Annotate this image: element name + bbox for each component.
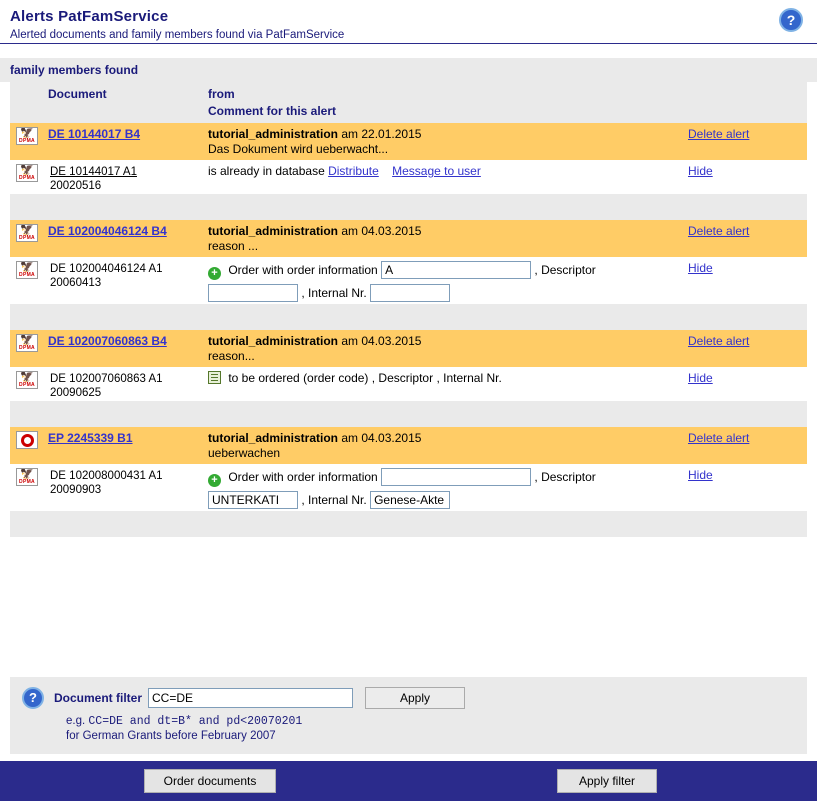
document-cell bbox=[42, 367, 202, 401]
column-header-flag bbox=[10, 82, 42, 123]
document-link[interactable]: DE 10144017 B4 bbox=[48, 127, 141, 141]
internal-nr-input[interactable] bbox=[370, 491, 450, 509]
document-cell bbox=[42, 464, 202, 511]
dpma-flag-label: DPMA bbox=[19, 235, 35, 241]
alert-date: am 04.03.2015 bbox=[341, 431, 422, 445]
hint-line2: for German Grants before February 2007 bbox=[66, 730, 276, 742]
document-filter-hint bbox=[66, 715, 795, 742]
flag-cell bbox=[10, 427, 42, 464]
family-document-date: 20090625 bbox=[50, 387, 102, 399]
alert-user: tutorial_administration bbox=[208, 334, 339, 348]
section-title: family members found bbox=[0, 58, 817, 82]
distribute-link[interactable]: Distribute bbox=[328, 164, 379, 178]
dpma-flag-label: DPMA bbox=[19, 138, 35, 144]
alert-user: tutorial_administration bbox=[208, 431, 339, 445]
internal-nr-label: , Internal Nr. bbox=[301, 286, 367, 300]
alert-info-cell bbox=[202, 220, 682, 257]
table-body bbox=[10, 123, 807, 537]
flag-cell bbox=[10, 160, 42, 194]
family-document-label: DE 102004046124 A1 bbox=[50, 263, 163, 275]
bottom-action-bar bbox=[0, 761, 817, 801]
help-icon[interactable]: ? bbox=[22, 687, 44, 709]
page-subtitle: Alerted documents and family members found via PatFamService bbox=[10, 29, 345, 41]
document-cell bbox=[42, 330, 202, 367]
descriptor-input[interactable] bbox=[208, 284, 298, 302]
action-cell bbox=[682, 123, 807, 160]
family-document-label: DE 102007060863 A1 bbox=[50, 373, 163, 385]
alert-info-cell bbox=[202, 123, 682, 160]
document-cell bbox=[42, 160, 202, 194]
order-info-cell bbox=[202, 257, 682, 304]
dpma-flag-icon bbox=[16, 164, 38, 182]
row-spacer-cell bbox=[10, 194, 807, 220]
descriptor-input[interactable] bbox=[208, 491, 298, 509]
dpma-flag-icon bbox=[16, 261, 38, 279]
row-spacer-cell bbox=[10, 511, 807, 537]
order-info-cell bbox=[202, 464, 682, 511]
internal-nr-label: , Internal Nr. bbox=[301, 493, 367, 507]
action-cell bbox=[682, 427, 807, 464]
table-row bbox=[10, 464, 807, 511]
table-row bbox=[10, 367, 807, 401]
help-icon[interactable]: ? bbox=[779, 8, 803, 32]
row-spacer bbox=[10, 511, 807, 537]
table-row bbox=[10, 123, 807, 160]
dpma-flag-icon bbox=[16, 127, 38, 145]
alert-user: tutorial_administration bbox=[208, 127, 339, 141]
alert-comment: Das Dokument wird ueberwacht... bbox=[208, 142, 389, 156]
ordered-info-cell bbox=[202, 367, 682, 401]
page-title: Alerts PatFamService bbox=[10, 8, 169, 25]
document-filter-panel bbox=[10, 677, 807, 754]
action-cell bbox=[682, 464, 807, 511]
dpma-flag-label: DPMA bbox=[19, 382, 35, 388]
flag-cell bbox=[10, 220, 42, 257]
flag-cell bbox=[10, 464, 42, 511]
flag-cell bbox=[10, 330, 42, 367]
order-plus-icon[interactable]: + bbox=[208, 474, 221, 487]
delete-alert-link[interactable]: Delete alert bbox=[688, 431, 750, 445]
document-cell bbox=[42, 257, 202, 304]
detail-info-cell bbox=[202, 160, 682, 194]
table-header bbox=[10, 82, 807, 123]
eagle-glyph: 🦅 bbox=[20, 371, 34, 383]
table-row bbox=[10, 220, 807, 257]
column-header-document: Document bbox=[42, 82, 202, 123]
order-information-input[interactable] bbox=[381, 261, 531, 279]
family-document-label: DE 10144017 A1 bbox=[50, 166, 137, 178]
column-header-comment-label: Comment for this alert bbox=[208, 104, 337, 118]
eagle-glyph: 🦅 bbox=[20, 164, 34, 176]
table-row bbox=[10, 160, 807, 194]
dpma-flag-label: DPMA bbox=[19, 272, 35, 278]
descriptor-label: , Descriptor bbox=[534, 470, 596, 484]
alert-info-cell bbox=[202, 330, 682, 367]
dpma-flag-icon bbox=[16, 468, 38, 486]
column-header-from-label: from bbox=[208, 87, 235, 101]
action-cell bbox=[682, 220, 807, 257]
order-label: Order with order information bbox=[228, 263, 378, 277]
dpma-flag-label: DPMA bbox=[19, 175, 35, 181]
document-cell bbox=[42, 220, 202, 257]
table-row bbox=[10, 257, 807, 304]
message-to-user-link[interactable]: Message to user bbox=[392, 164, 481, 178]
row-spacer-cell bbox=[10, 304, 807, 330]
alert-info-cell bbox=[202, 427, 682, 464]
alerts-table bbox=[10, 82, 807, 537]
internal-nr-input[interactable] bbox=[370, 284, 450, 302]
flag-cell bbox=[10, 257, 42, 304]
row-spacer-cell bbox=[10, 401, 807, 427]
document-filter-row bbox=[22, 687, 795, 709]
ordered-status-text: to be ordered (order code) , Descriptor , Internal Nr. bbox=[228, 371, 502, 385]
document-link[interactable]: DE 102004046124 B4 bbox=[48, 224, 167, 238]
document-filter-label: Document filter bbox=[54, 691, 143, 705]
hide-link[interactable]: Hide bbox=[688, 261, 713, 275]
document-cell bbox=[42, 123, 202, 160]
family-document-date: 20090903 bbox=[50, 484, 102, 496]
hide-link[interactable]: Hide bbox=[688, 164, 713, 178]
row-spacer bbox=[10, 194, 807, 220]
delete-alert-link[interactable]: Delete alert bbox=[688, 127, 750, 141]
hint-code: CC=DE and dt=B* and pd<20070201 bbox=[88, 715, 303, 728]
delete-alert-link[interactable]: Delete alert bbox=[688, 224, 750, 238]
alert-date: am 04.03.2015 bbox=[341, 224, 422, 238]
alert-user: tutorial_administration bbox=[208, 224, 339, 238]
action-cell bbox=[682, 330, 807, 367]
dpma-flag-icon bbox=[16, 334, 38, 352]
dpma-flag-icon bbox=[16, 371, 38, 389]
column-header-from bbox=[202, 82, 682, 123]
hide-link[interactable]: Hide bbox=[688, 371, 713, 385]
family-document-label: DE 102008000431 A1 bbox=[50, 470, 163, 482]
alert-comment: ueberwachen bbox=[208, 446, 281, 460]
family-document-date: 20060413 bbox=[50, 277, 102, 289]
document-link[interactable]: DE 102007060863 B4 bbox=[48, 334, 167, 348]
dpma-flag-icon bbox=[16, 224, 38, 242]
flag-cell bbox=[10, 123, 42, 160]
document-cell bbox=[42, 427, 202, 464]
apply-filter-button[interactable]: Apply filter bbox=[557, 769, 657, 793]
order-label: Order with order information bbox=[228, 470, 378, 484]
order-second-line bbox=[208, 491, 676, 509]
table-row bbox=[10, 427, 807, 464]
action-cell bbox=[682, 257, 807, 304]
order-plus-icon[interactable]: + bbox=[208, 267, 221, 280]
ep-ring-glyph bbox=[21, 434, 34, 447]
document-icon[interactable] bbox=[208, 371, 221, 384]
eagle-glyph: 🦅 bbox=[20, 468, 34, 480]
alert-date: am 04.03.2015 bbox=[341, 334, 422, 348]
hint-prefix: e.g. bbox=[66, 715, 86, 727]
database-status-text: is already in database bbox=[208, 164, 325, 178]
descriptor-label: , Descriptor bbox=[534, 263, 596, 277]
ep-flag-icon bbox=[16, 431, 38, 449]
row-spacer bbox=[10, 304, 807, 330]
alert-comment: reason ... bbox=[208, 239, 259, 253]
alert-date: am 22.01.2015 bbox=[341, 127, 422, 141]
order-information-input[interactable] bbox=[381, 468, 531, 486]
action-cell bbox=[682, 160, 807, 194]
action-cell bbox=[682, 367, 807, 401]
table-row bbox=[10, 330, 807, 367]
page-header bbox=[0, 0, 817, 44]
eagle-glyph: 🦅 bbox=[20, 334, 34, 346]
hide-link[interactable]: Hide bbox=[688, 468, 713, 482]
flag-cell bbox=[10, 367, 42, 401]
family-document-date: 20020516 bbox=[50, 180, 102, 192]
document-link[interactable]: EP 2245339 B1 bbox=[48, 431, 133, 445]
dpma-flag-label: DPMA bbox=[19, 345, 35, 351]
column-header-actions bbox=[682, 82, 807, 123]
order-second-line bbox=[208, 284, 676, 302]
eagle-glyph: 🦅 bbox=[20, 261, 34, 273]
eagle-glyph: 🦅 bbox=[20, 224, 34, 236]
delete-alert-link[interactable]: Delete alert bbox=[688, 334, 750, 348]
document-filter-input[interactable] bbox=[148, 688, 353, 708]
alert-comment: reason... bbox=[208, 349, 255, 363]
apply-button[interactable]: Apply bbox=[365, 687, 465, 709]
eagle-glyph: 🦅 bbox=[20, 127, 34, 139]
order-documents-button[interactable]: Order documents bbox=[144, 769, 276, 793]
dpma-flag-label: DPMA bbox=[19, 479, 35, 485]
row-spacer bbox=[10, 401, 807, 427]
